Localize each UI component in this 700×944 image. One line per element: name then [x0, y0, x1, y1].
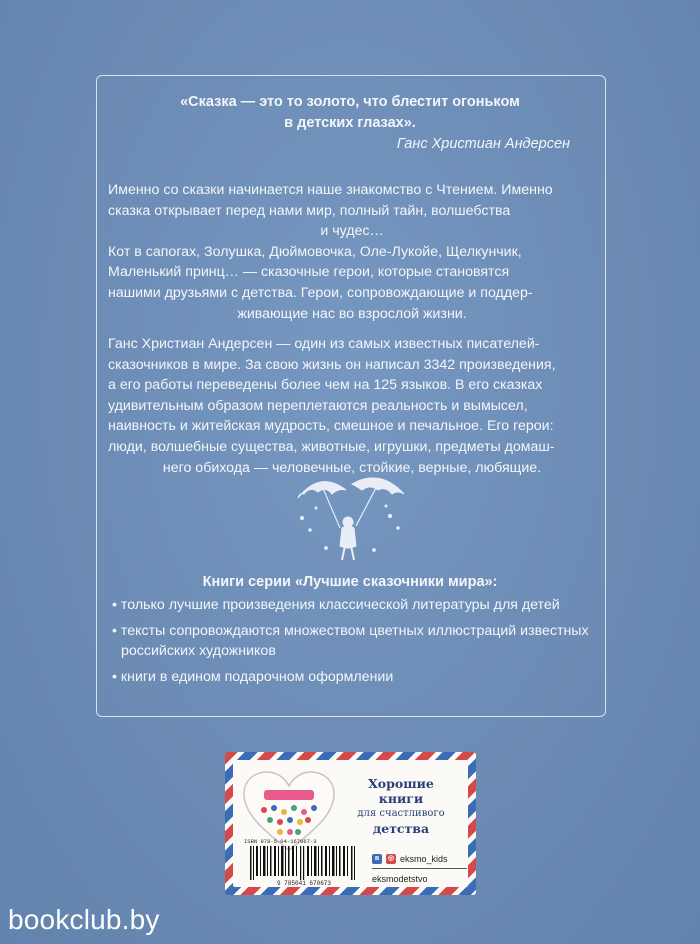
- social-site-handle: eksmodetstvo: [372, 874, 428, 884]
- text-line: Кот в сапогах, Золушка, Дюймовочка, Оле-Лукойе, Щелкунчик,: [108, 243, 522, 260]
- series-feature-list: [112, 595, 592, 693]
- quote-line: «Сказка — это то золото, что блестит огоньком: [180, 94, 520, 110]
- text-line: сказочников в мире. За свою жизнь он написал 3342 произведения,: [108, 356, 556, 373]
- text-line: Именно со сказки начинается наше знакомство с Чтением. Именно: [108, 182, 553, 198]
- vk-icon: в: [372, 854, 382, 864]
- publisher-slogan: [342, 776, 460, 836]
- quote-line: в детских глазах».: [284, 115, 416, 131]
- slogan-line: книги: [378, 791, 424, 806]
- quote-author: Ганс Христиан Андерсен: [396, 136, 570, 152]
- barcode-icon: [248, 846, 360, 880]
- text-line: и чудес…: [320, 223, 384, 240]
- site-watermark: bookclub.by: [8, 904, 160, 935]
- list-item: • только лучшие произведения классической литературы для детей: [112, 597, 560, 613]
- text-line: удивительным образом переплетаются реальность и вымысел,: [108, 397, 528, 414]
- isbn-text: ISBN 978-5-04-167067-3: [244, 838, 317, 845]
- slogan-line: детства: [372, 821, 430, 836]
- epigraph-quote: [100, 92, 600, 134]
- list-item: • тексты сопровождаются множеством цветных иллюстраций известных российских художников: [112, 623, 589, 659]
- umbrella-fairy-illustration: [290, 468, 410, 576]
- list-item: • книги в едином подарочном оформлении: [112, 669, 394, 685]
- text-line: сказка открывает перед нами мир, полный тайн, волшебства: [108, 202, 511, 219]
- divider: [372, 868, 467, 869]
- text-line: Маленький принц… — сказочные герои, которые становятся: [108, 264, 510, 281]
- text-line: наивность и житейская мудрость, смешное и печальное. Его герои:: [108, 418, 554, 435]
- text-line: нашими друзьями с детства. Герои, сопровождающие и поддер-: [108, 284, 533, 301]
- text-line: Ганс Христиан Андерсен — один из самых известных писателей-: [108, 336, 540, 352]
- author-paragraph: [108, 334, 596, 478]
- text-line: живающие нас во взрослой жизни.: [237, 305, 467, 322]
- social-vk-row: [372, 852, 467, 866]
- slogan-line: для счастливого: [357, 808, 445, 819]
- intro-paragraph: [108, 180, 596, 324]
- barcode-number: 9 785041 670673: [276, 880, 331, 887]
- publisher-social-links: [372, 852, 467, 886]
- text-line: него обихода — человечные, стойкие, верные, любящие.: [162, 459, 542, 476]
- social-vk-handle: eksmo_kids: [400, 854, 448, 864]
- text-line: а его работы переведены более чем на 125 языков. В его сказках: [108, 377, 543, 394]
- series-title: Книги серии «Лучшие сказочники мира»:: [202, 574, 498, 590]
- text-line: люди, волшебные существа, животные, игрушки, предметы домаш-: [108, 438, 555, 455]
- instagram-icon: ◎: [387, 855, 395, 862]
- social-site-row: [372, 872, 467, 886]
- slogan-line: Хорошие: [368, 776, 434, 791]
